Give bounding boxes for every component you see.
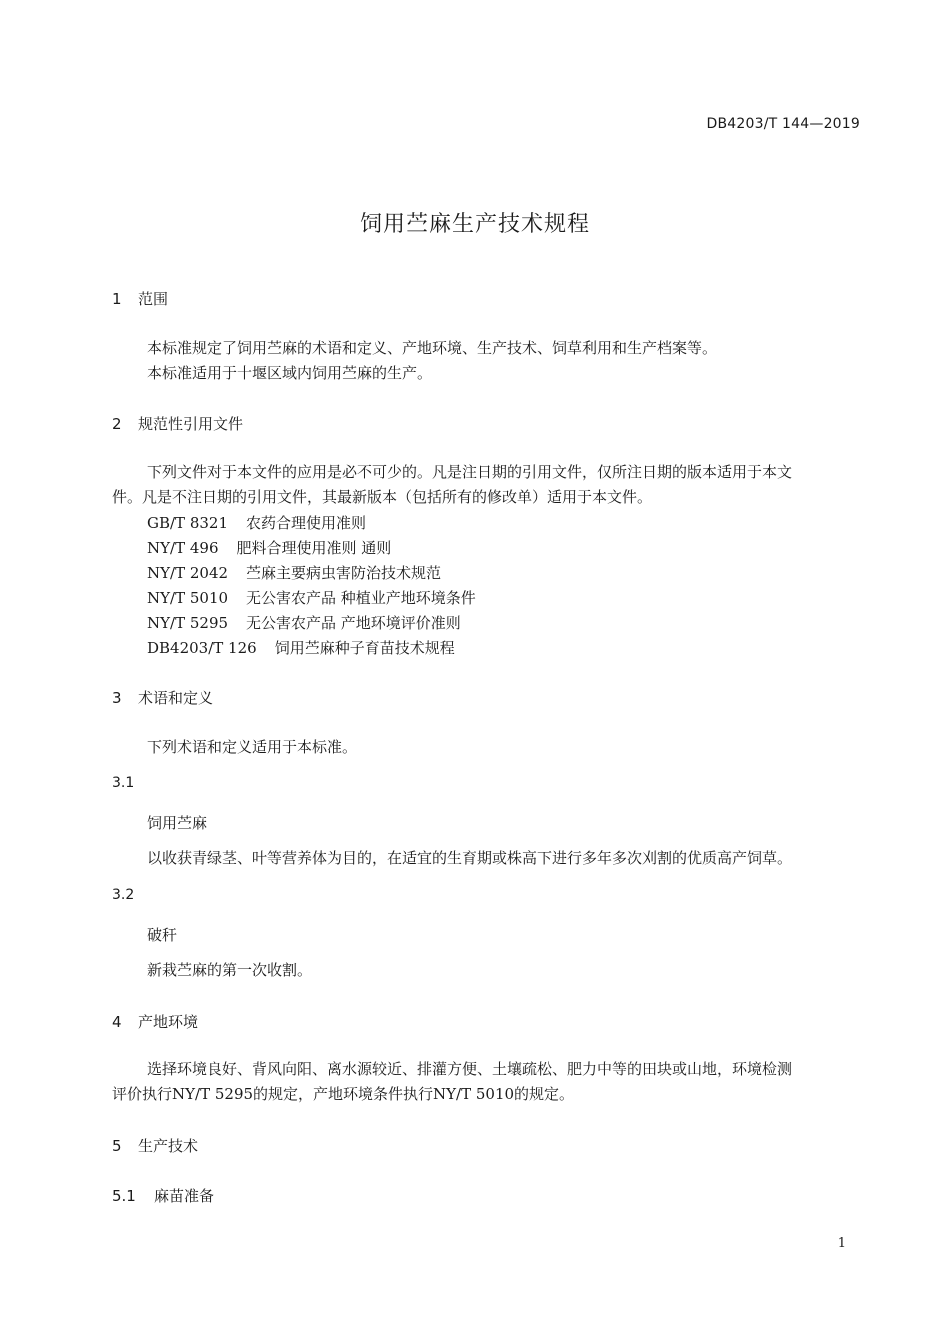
reference-code: NY/T 5295 bbox=[147, 614, 229, 632]
references-intro-line: 下列文件对于本文件的应用是必不可少的。凡是注日期的引用文件，仅所注日期的版本适用于本文 bbox=[147, 463, 793, 481]
reference-code: NY/T 5010 bbox=[147, 589, 229, 607]
reference-item bbox=[147, 612, 461, 633]
term-definition bbox=[112, 958, 860, 983]
section-title: 范围 bbox=[138, 290, 169, 308]
section-number: 3 bbox=[112, 689, 122, 707]
section-title: 生产技术 bbox=[138, 1137, 199, 1155]
section-title: 术语和定义 bbox=[138, 689, 214, 707]
terms-intro-line: 下列术语和定义适用于本标准。 bbox=[147, 738, 358, 756]
section-number: 4 bbox=[112, 1013, 122, 1031]
reference-item bbox=[147, 537, 391, 558]
term-definition-line: 以收获青绿茎、叶等营养体为目的，在适宜的生育期或株高下进行多年多次刈割的优质高产饲草。 bbox=[147, 849, 793, 867]
reference-item bbox=[147, 512, 366, 533]
scope-text-line: 本标准规定了饲用苎麻的术语和定义、产地环境、生产技术、饲草利用和生产档案等。 bbox=[147, 339, 718, 357]
page-number: 1 bbox=[837, 1236, 846, 1251]
reference-name: 饲用苎麻种子育苗技术规程 bbox=[274, 639, 455, 657]
section-heading-production-techniques bbox=[112, 1135, 198, 1156]
reference-name: 农药合理使用准则 bbox=[246, 514, 367, 532]
reference-name: 苎麻主要病虫害防治技术规范 bbox=[246, 564, 442, 582]
reference-code: NY/T 496 bbox=[147, 539, 219, 557]
term-definition-line: 新栽苎麻的第一次收割。 bbox=[147, 961, 313, 979]
references-intro-line: 件。凡是不注日期的引用文件，其最新版本（包括所有的修改单）适用于本文件。 bbox=[112, 488, 653, 506]
reference-code: DB4203/T 126 bbox=[147, 639, 257, 657]
term-number: 3.2 bbox=[112, 887, 135, 903]
reference-item bbox=[147, 587, 476, 608]
subsection-title: 麻苗准备 bbox=[154, 1187, 215, 1205]
document-title: 饲用苎麻生产技术规程 bbox=[359, 212, 590, 237]
document-code: DB4203/T 144—2019 bbox=[706, 116, 860, 132]
reference-name: 无公害农产品 种植业产地环境条件 bbox=[246, 589, 476, 607]
reference-name: 无公害农产品 产地环境评价准则 bbox=[246, 614, 461, 632]
scope-text-line: 本标准适用于十堰区域内饲用苎麻的生产。 bbox=[147, 364, 433, 382]
section-number: 2 bbox=[112, 415, 122, 433]
reference-item bbox=[147, 562, 441, 583]
section-heading-terms-definitions bbox=[112, 687, 213, 708]
section-number: 5 bbox=[112, 1137, 122, 1155]
section-heading-normative-references bbox=[112, 413, 243, 434]
environment-text-line: 选择环境良好、背风向阳、离水源较近、排灌方便、土壤疏松、肥力中等的田块或山地，环境检测 bbox=[147, 1060, 793, 1078]
environment-text-line: 评价执行NY/T 5295的规定，产地环境条件执行NY/T 5010的规定。 bbox=[112, 1085, 575, 1103]
scope-paragraph bbox=[112, 336, 860, 386]
section-heading-production-environment bbox=[112, 1011, 198, 1032]
reference-code: NY/T 2042 bbox=[147, 564, 229, 582]
section-number: 1 bbox=[112, 290, 122, 308]
references-intro-paragraph bbox=[112, 460, 860, 510]
reference-item bbox=[147, 637, 455, 658]
term-name: 破秆 bbox=[147, 926, 178, 944]
term-name: 饲用苎麻 bbox=[147, 814, 208, 832]
section-heading-scope bbox=[112, 288, 168, 309]
subsection-number: 5.1 bbox=[112, 1187, 136, 1205]
term-number: 3.1 bbox=[112, 775, 135, 791]
term-definition bbox=[112, 846, 860, 871]
section-title: 规范性引用文件 bbox=[138, 415, 244, 433]
section-title: 产地环境 bbox=[138, 1013, 199, 1031]
reference-name: 肥料合理使用准则 通则 bbox=[236, 539, 392, 557]
reference-code: GB/T 8321 bbox=[147, 514, 229, 532]
environment-paragraph bbox=[112, 1057, 860, 1107]
subsection-heading-seedling-preparation bbox=[112, 1185, 214, 1206]
terms-intro-paragraph bbox=[112, 735, 860, 760]
